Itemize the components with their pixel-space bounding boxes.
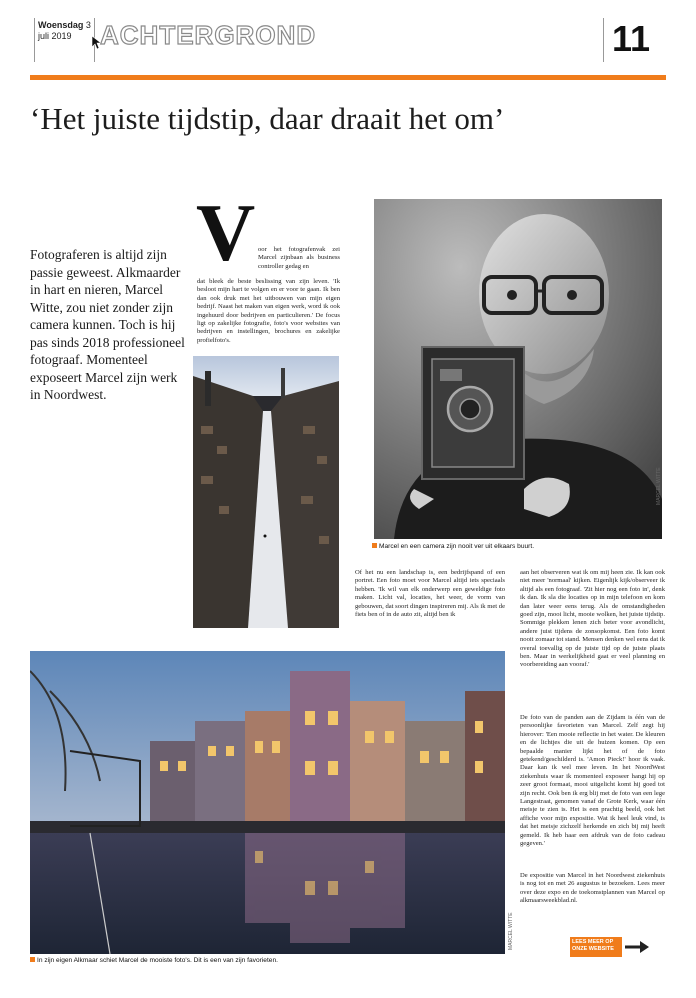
body-text-col3: aan het observeren wat ik om mij heen zie. Ik kan ook niet meer 'normaal' kijken. Eigenlijk kijk/observeer ik altijd als een fotograaf. 'Zit hier nog een foto in', denk ik dan. Ik sla die locaties op in mijn telefoon en kom dan later weer eens terug. Als de omstandigheden goed zijn, mooi licht, mooie wolken, het juiste tijdstip. Sommige plekken lenen zich beter voor avondlicht, andere juist tijdens de zonsopkomst. Een foto komt nooit zomaar tot stand. Mensen denken wel eens dat ik overal toevallig op de juiste tijd op de juiste plaats ben. Maar in werkelijkheid gaat er veel planning en voorbereiding aan vooraf.': [520, 569, 665, 669]
date-day: Woensdag: [38, 20, 84, 30]
caption-bullet: [30, 957, 35, 962]
headline: ‘Het juiste tijdstip, daar draait het om’: [30, 101, 505, 136]
canal-photo: [30, 651, 505, 954]
body-text-col3b: De foto van de panden aan de Zijdam is één van de persoonlijke favorieten van Marcel. Zelf zegt hij hierover: 'Een mooie reflectie in het water. De kleuren en de lichtjes die uit de huizen komen. Op een bepaalde manier lijkt het of de foto getekend/geschilderd is. 'Amon Pieck!' hoor ik vaak. Daar kan ik wel mee leven. In het NoordWest ziekenhuis waar ik momenteel exposeer hangt hij op zeer groot formaat, mooi uitgelicht komt hij goed tot zijn recht. Ook ben ik erg blij met de foto van een lege Langestraat, genomen vanaf de Grote Kerk, waar één meisje te zien is. Het is een prachtig beeld, ook het affiche voor mijn expositie. Wat ik heel leuk vind, is dat het meisje zichzelf herkende en zich bij mij heeft gemeld. Ik heb haar een afdruk van de foto cadeau gegeven.': [520, 714, 665, 848]
body-text-col3c: De expositie van Marcel in het Noordwest ziekenhuis is nog tot en met 26 augustus te bezoeken. Lees meer over deze expo en de toekomstplannen van Marcel op alkmaarsweekblad.nl.: [520, 872, 665, 905]
photo-credit: MARCEL WITTE: [656, 467, 662, 505]
cta-line1: LEES MEER OP: [572, 939, 614, 945]
section-title: ACHTERGROND: [100, 20, 317, 50]
accent-rule: [30, 75, 666, 80]
body-text-col1-top: oor het fotografenvak zei Marcel zijnbaan als business controller gedag en: [258, 246, 340, 270]
canal-caption-text: In zijn eigen Alkmaar schiet Marcel de mooiste foto's. Dit is een van zijn favorieten.: [37, 957, 278, 964]
issue-date: [38, 20, 91, 42]
header-divider: [603, 18, 604, 62]
street-photo: [193, 356, 339, 628]
portrait-caption-text: Marcel en een camera zijn nooit ver uit elkaars buurt.: [379, 543, 535, 550]
cta-line2: ONZE WEBSITE: [572, 946, 614, 952]
intro-paragraph: Fotograferen is altijd zijn passie geweest. Alkmaarder in hart en nieren, Marcel Witte, zou niet zonder zijn camera kunnen. Toch is hij pas sinds 2018 professioneel fotograaf. Momenteel exposeert Marcel zijn werk in Noordwest.: [30, 247, 185, 402]
canal-caption: [30, 957, 278, 964]
read-more-link[interactable]: [572, 939, 622, 953]
date-num: 3: [85, 20, 91, 30]
portrait-photo: [374, 199, 662, 539]
body-text-col2: Of het nu een landschap is, een bedrijfspand of een portret. Een foto moet voor Marcel altijd iets speciaals hebben. 'Ik wil van elk onderwerp een geweldige foto maken. Licht val, locaties, het weer, de vorm van gebouwen, dat soort dingen inspireren mij. Als ik met de fiets ben of in de auto zit, altijd ben ik: [355, 569, 505, 619]
portrait-caption: [372, 543, 534, 550]
photo-credit: MARCEL WITTE: [508, 912, 514, 950]
header-divider: [34, 18, 35, 62]
drop-cap: V: [196, 187, 256, 278]
caption-bullet: [372, 543, 377, 548]
page-number: 11: [612, 18, 651, 59]
body-text-col1: dat bleek de beste beslissing van zijn leven. 'Ik besloot mijn hart te volgen en er voor te gaan. Ik ben dan ook druk met het uitbouwen van mijn eigen bedrijf. Naast het maken van eigen werk, word ik ook ingehuurd door bedrijven en particulieren.' De focus ligt op zakelijke fotografie, foto's voor websites van bedrijven en instellingen, brochures en zakelijke profielfoto's.: [197, 278, 340, 344]
date-month: juli 2019: [38, 31, 72, 41]
